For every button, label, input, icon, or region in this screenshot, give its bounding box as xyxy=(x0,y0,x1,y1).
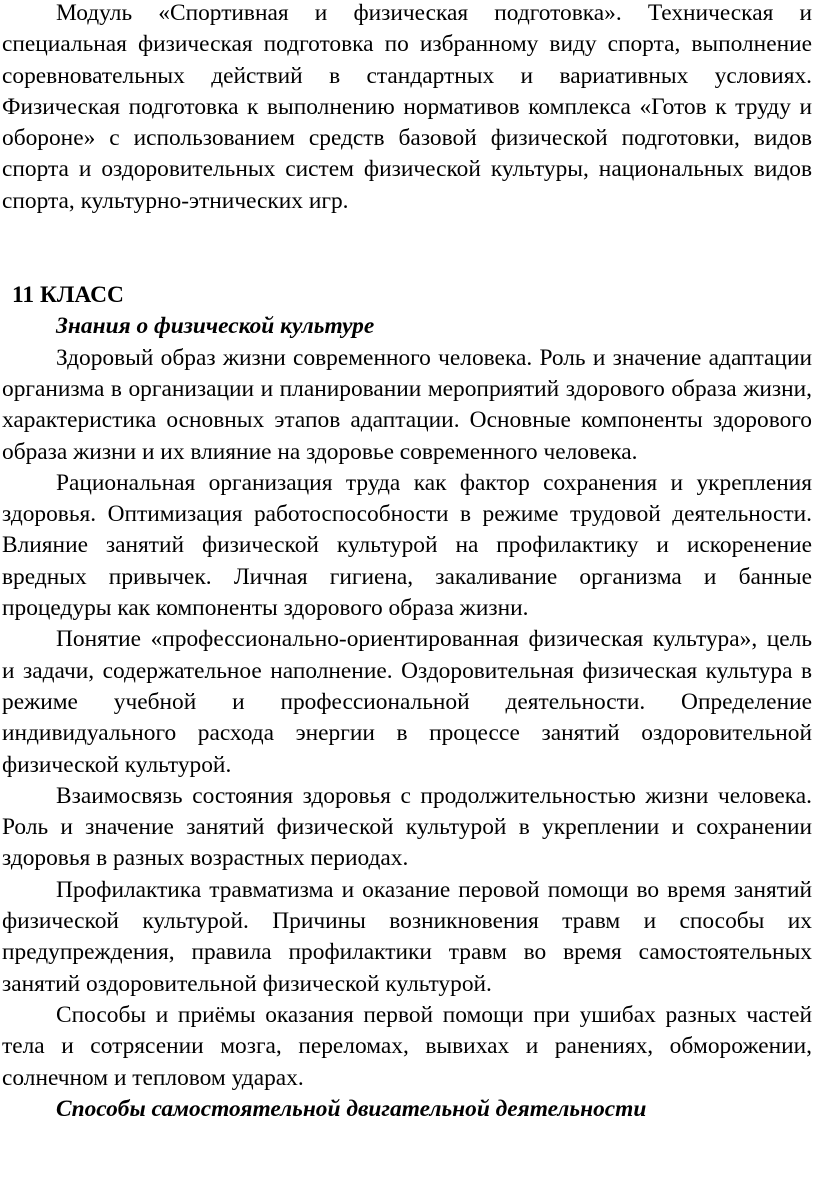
class-heading: 11 КЛАСС xyxy=(12,282,124,309)
body-paragraph: Взаимосвязь состояния здоровья с продолжительностью жизни человека. Роль и значение занятий физической культурой в укреплении и сохранении здоровья в разных возрастных периодах. xyxy=(2,782,812,872)
section-spacer xyxy=(2,217,812,280)
body-paragraph: Здоровый образ жизни современного человека. Роль и значение адаптации организма в организации и планировании мероприятий здорового образа жизни, характеристика основных этапов адаптации. Основные компоненты здорового образа жизни и их влияние на здоровье современного человека. xyxy=(2,344,812,465)
body-paragraph: Рациональная организация труда как фактор сохранения и укрепления здоровья. Оптимизация работоспособности в режиме трудовой деятельности. Влияние занятий физической культурой на профилактику и искоренение вредных привычек. Личная гигиена, закаливание организма и банные процедуры как компоненты здорового образа жизни. xyxy=(2,469,812,622)
body-paragraph: Способы и приёмы оказания первой помощи при ушибах разных частей тела и сотрясении мозга, переломах, вывихах и ранениях, обморожении, солнечном и тепловом ударах. xyxy=(2,1001,812,1091)
intro-paragraph: Модуль «Спортивная и физическая подготовка». Техническая и специальная физическая подготовка по избранному виду спорта, выполнение соревновательных действий в стандартных и вариативных условиях. Физическая подготовка к выполнению нормативов комплекса «Готов к труду и обороне» с использованием средств базовой физической подготовки, видов спорта и оздоровительных систем физической культуры, национальных видов спорта, культурно-этнических игр. xyxy=(2,0,812,214)
body-paragraph: Понятие «профессионально-ориентированная физическая культура», цель и задачи, содержательное наполнение. Оздоровительная физическая культура в режиме учебной и профессиональной деятельности. Определение индивидуального расхода энергии в процессе занятий оздоровительной физической культурой. xyxy=(2,626,812,778)
final-section-heading: Способы самостоятельной двигательной деятельности xyxy=(56,1095,647,1122)
section-heading: Знания о физической культуре xyxy=(56,313,375,340)
body-paragraph: Профилактика травматизма и оказание перовой помощи во время занятий физической культурой. Причины возникновения травм и способы их предупреждения, правила профилактики травм во время самостоятельных занятий оздоровительной физической культурой. xyxy=(2,876,812,997)
